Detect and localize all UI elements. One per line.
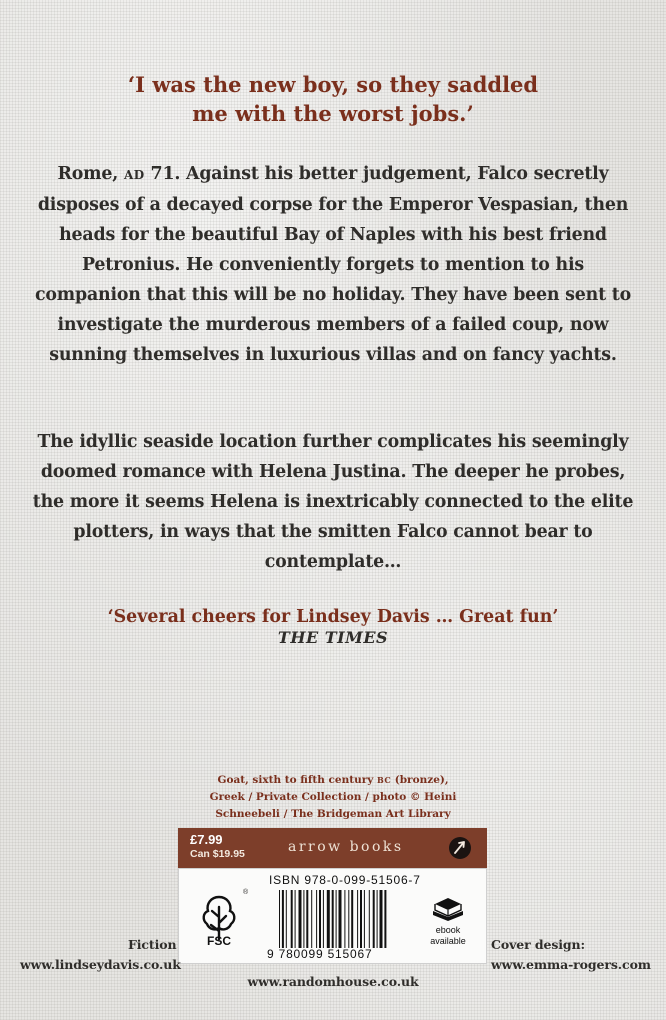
- ebook-icon: [431, 893, 465, 923]
- pull-quote-line-2: me with the worst jobs.’: [192, 101, 474, 126]
- fsc-label: FSC: [207, 934, 231, 948]
- review-quote: ‘Several cheers for Lindsey Davis … Great fun’: [107, 607, 559, 627]
- era-small-caps: AD: [123, 168, 145, 182]
- pull-quote-line-1: ‘I was the new boy, so they saddled: [127, 72, 539, 97]
- blurb-text-1: 71. Against his better judgement, Falco secretly disposes of a decayed corpse for the Emperor Vespasian, then heads for the beautiful Bay of Naples with his best friend Petronius. He conveniently forgets to mention to his companion that this will be no holiday. They have been sent to investigate the murderous members of a failed coup, now sunning themselves in luxurious villas and on fancy yachts.: [35, 164, 631, 365]
- blurb-lead: Rome,: [57, 164, 124, 184]
- publisher-website-link[interactable]: www.randomhouse.co.uk: [247, 974, 419, 989]
- credit-line-1: [190, 772, 476, 789]
- price-uk: £7.99: [190, 832, 223, 847]
- arrow-books-logo-icon: [448, 836, 472, 860]
- category-label: Fiction: [128, 937, 177, 952]
- cover-designer-website-link[interactable]: www.emma-rogers.com: [491, 957, 651, 972]
- credit-line-2: Greek / Private Collection / photo © Heini: [209, 791, 457, 803]
- fsc-registered-mark: ®: [243, 889, 249, 896]
- review-source: THE TIMES: [277, 628, 389, 647]
- ebook-label: [423, 925, 473, 947]
- cover-image-credit: [190, 772, 476, 823]
- credit-line-1-a: Goat, sixth to fifth century: [217, 774, 378, 786]
- barcode-icon: [277, 890, 417, 948]
- author-website-link[interactable]: www.lindseydavis.co.uk: [20, 957, 181, 972]
- ebook-label-line-2: available: [430, 936, 466, 946]
- credit-line-1-b: (bronze),: [391, 774, 449, 786]
- ebook-label-line-1: ebook: [435, 925, 461, 935]
- barcode-number: 9 780099 515067: [267, 947, 373, 961]
- barcode-panel: [178, 868, 487, 964]
- blurb-paragraph-1: [30, 159, 636, 370]
- credit-era: BC: [377, 775, 392, 785]
- price-bar: [178, 828, 487, 868]
- pull-quote: [0, 70, 666, 128]
- isbn: ISBN 978-0-099-51506-7: [269, 873, 421, 887]
- credit-line-3: Schneebeli / The Bridgeman Art Library: [215, 808, 451, 820]
- cover-design-label: Cover design:: [491, 937, 586, 952]
- blurb-paragraph-2: The idyllic seaside location further complicates his seemingly doomed romance with Helena Justina. The deeper he probes, the more it seems Helena is inextricably connected to the elite plotters, in ways that the smitten Falco cannot bear to contemplate…: [32, 432, 634, 572]
- price-canada: Can $19.95: [190, 848, 245, 860]
- publisher-name: arrow books: [288, 839, 404, 855]
